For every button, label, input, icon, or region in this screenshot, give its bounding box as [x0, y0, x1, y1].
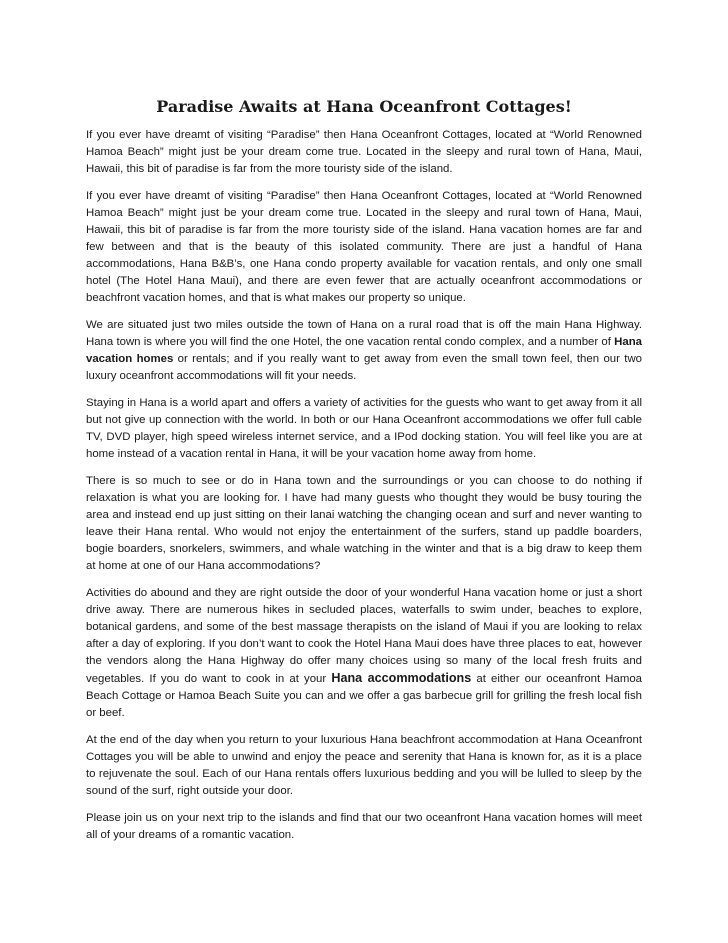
- paragraph-8: Please join us on your next trip to the islands and find that our two oceanfront Hana vacation homes will meet all of your dreams of a romantic vacation.: [86, 812, 642, 841]
- paragraph-3-text-after: or rentals; and if you really want to get away from even the small town feel, then our two luxury oceanfront accommodations will fit your needs.: [86, 353, 643, 382]
- paragraph-6-text-after: at either our oceanfront Hamoa Beach Cottage or Hamoa Beach Suite you can and we offer a gas barbecue grill for grilling the fresh local fish or beef.: [86, 673, 642, 719]
- paragraph-3-bold-phrase: Hana vacation homes: [86, 336, 642, 365]
- paragraph-3-text-before: We are situated just two miles outside the town of Hana on a rural road that is off the main Hana Highway. Hana town is where you will find the one Hotel, the one vacation rental condo complex, and a number of: [86, 319, 642, 348]
- paragraph-3: [86, 317, 642, 385]
- paragraph-7: At the end of the day when you return to your luxurious Hana beachfront accommodation at Hana Oceanfront Cottages you will be able to unwind and enjoy the peace and serenity that Hana is known for, as it is a place to rejuvenate the soul. Each of our Hana rentals offers luxurious bedding and you will be lulled to sleep by the sound of the surf, right outside your door.: [86, 734, 642, 797]
- paragraph-4: Staying in Hana is a world apart and offers a variety of activities for the guests who want to get away from it all but not give up connection with the world. In both or our Hana Oceanfront accommodations we offer full cable TV, DVD player, high speed wireless internet service, and a IPod docking station. You will feel like you are at home instead of a vacation rental in Hana, it will be your vacation home away from home.: [86, 397, 642, 460]
- paragraph-5: There is so much to see or do in Hana town and the surroundings or you can choose to do nothing if relaxation is what you are looking for. I have had many guests who thought they would be busy touring the area and instead end up just sitting on their lanai watching the changing ocean and surf and never wanting to leave their Hana rental. Who would not enjoy the entertainment of the surfers, stand up paddle boarders, bogie boarders, snorkelers, swimmers, and whale watching in the winter and that is a big draw to keep them at home at one of our Hana accommodations?: [86, 475, 642, 572]
- paragraph-1: If you ever have dreamt of visiting “Paradise” then Hana Oceanfront Cottages, located at “World Renowned Hamoa Beach” might just be your dream come true. Located in the sleepy and rural town of Hana, Maui, Hawaii, this bit of paradise is far from the more touristy side of the island.: [86, 129, 642, 175]
- paragraph-6: [86, 585, 642, 722]
- document-page: [86, 96, 642, 854]
- document-title: Paradise Awaits at Hana Oceanfront Cottages!: [156, 97, 572, 116]
- paragraph-6-bold-phrase: Hana accommodations: [331, 671, 472, 685]
- paragraph-2: If you ever have dreamt of visiting “Paradise” then Hana Oceanfront Cottages, located at “World Renowned Hamoa Beach” might just be your dream come true. Located in the sleepy and rural town of Hana, Maui, Hawaii, this bit of paradise is far from the more touristy side of the island. Hana vacation homes are far and few between and that is the beauty of this isolated community. There are just a handful of Hana accommodations, Hana B&B’s, one Hana condo property available for vacation rentals, and only one small hotel (The Hotel Hana Maui), and there are even fewer that are actually oceanfront accommodations or beachfront vacation homes, and that is what makes our property so unique.: [86, 190, 642, 304]
- paragraph-6-text-before: Activities do abound and they are right outside the door of your wonderful Hana vacation home or just a short drive away. There are numerous hikes in secluded places, waterfalls to swim under, beaches to explore, botanical gardens, and some of the best massage therapists on the island of Maui if you are looking to relax after a day of exploring. If you don’t want to cook the Hotel Hana Maui does have three places to eat, however the vendors along the Hana Highway do offer many choices using so many of the local fresh fruits and vegetables. If you do want to cook in at your: [86, 587, 642, 685]
